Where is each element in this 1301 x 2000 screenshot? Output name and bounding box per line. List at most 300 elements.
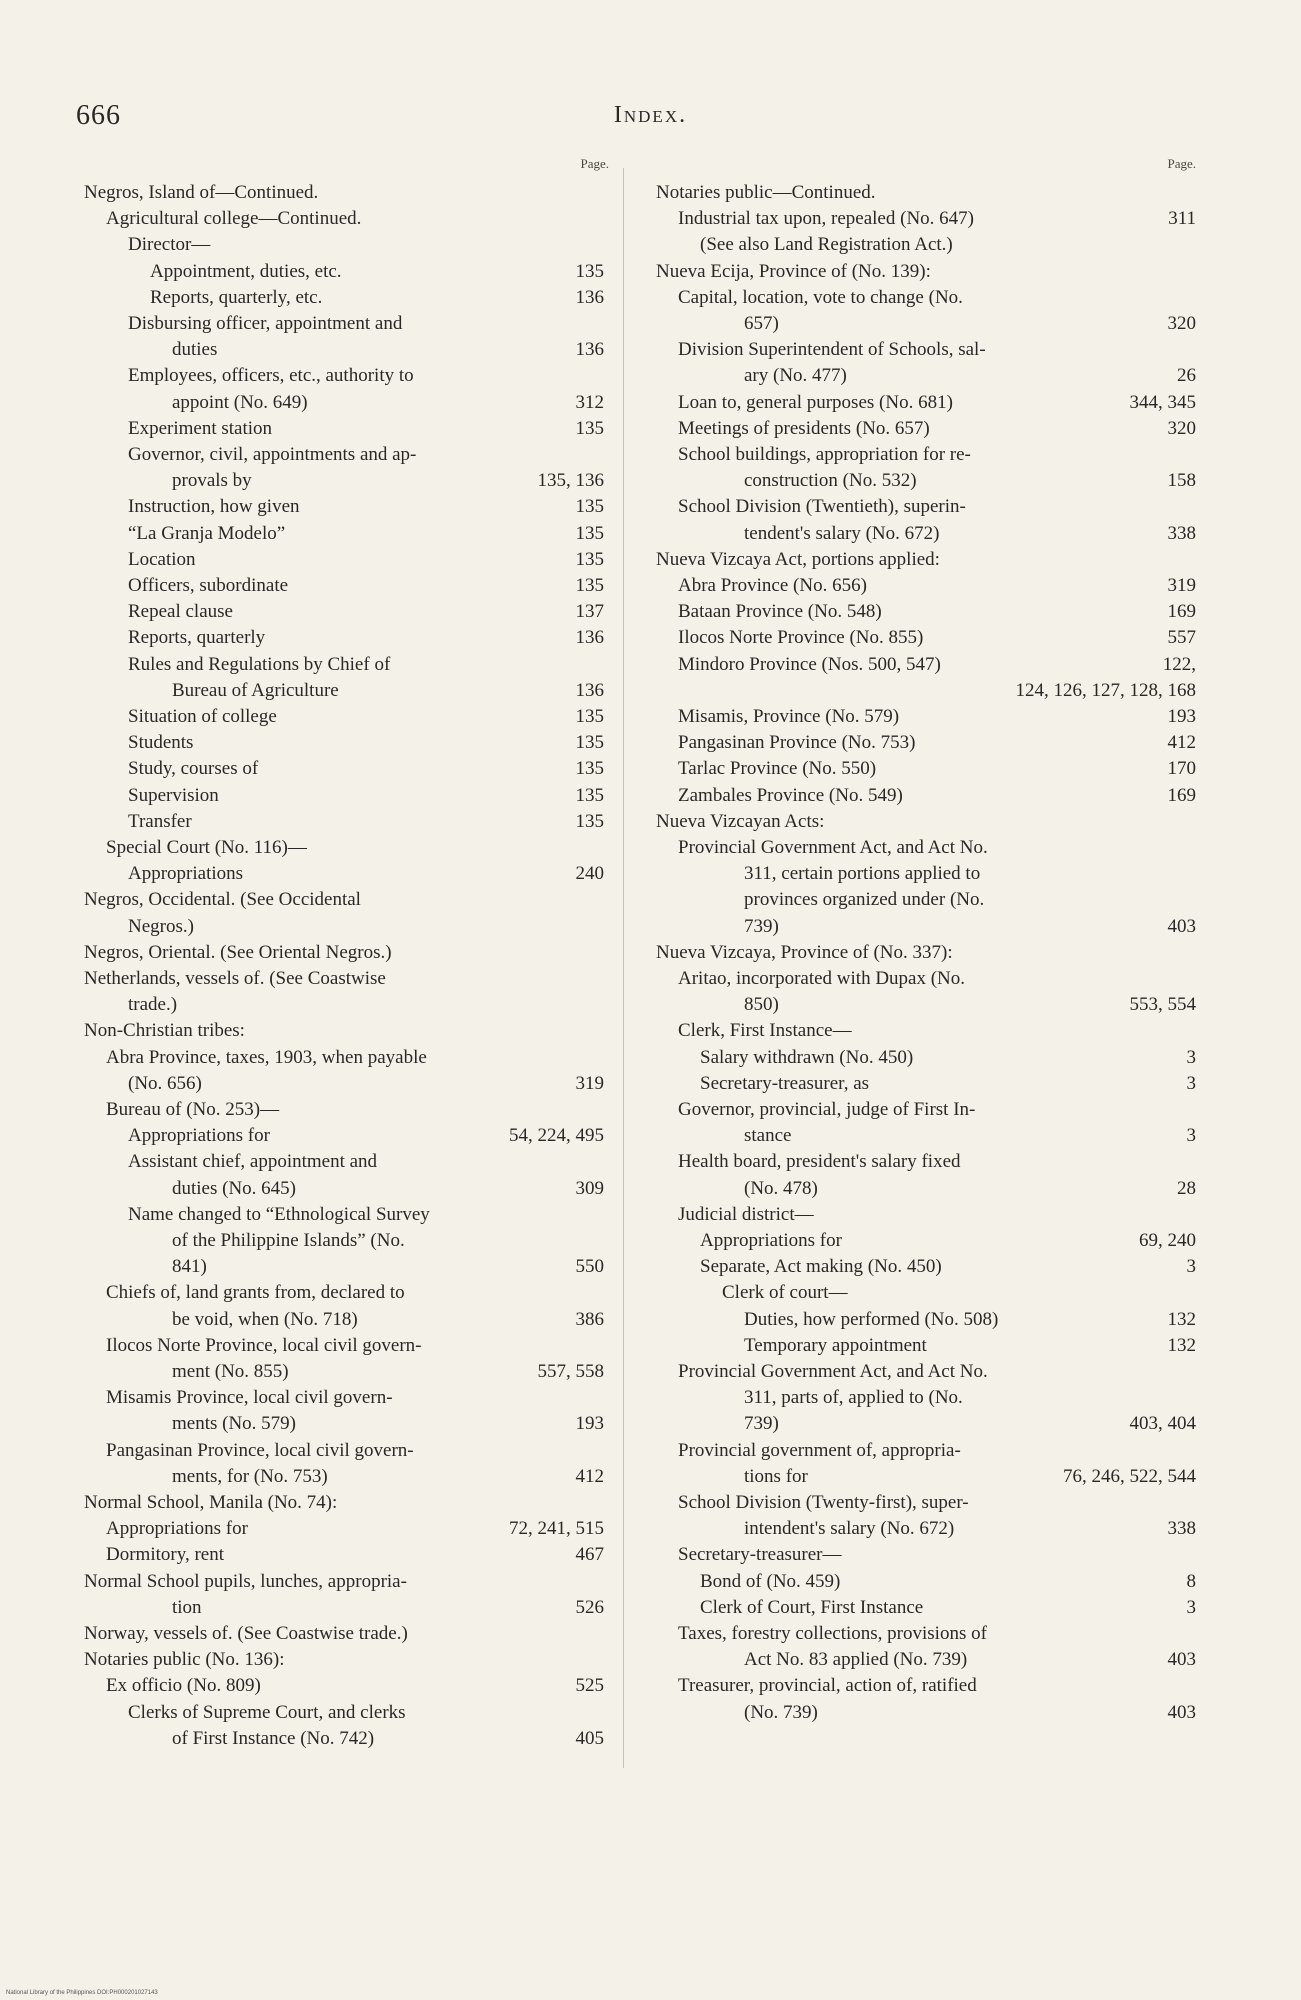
entry-text: intendent's salary (No. 672): [744, 1518, 955, 1540]
right-index-entry: [656, 625, 1196, 651]
right-index-entry: [656, 678, 1196, 704]
right-index-entry: [656, 1673, 1196, 1699]
right-index-entry: [656, 1700, 1196, 1726]
right-index-entry: [656, 206, 1196, 232]
entry-text: Repeal clause: [128, 601, 233, 623]
left-index-entry: [84, 1647, 604, 1673]
left-index-entry: [84, 337, 604, 363]
right-index-entry: [656, 337, 1196, 363]
left-index-entry: [84, 992, 604, 1018]
entry-text: Governor, provincial, judge of First In-: [678, 1099, 976, 1120]
left-index-entry: [84, 547, 604, 573]
right-index-entry: [656, 547, 1196, 573]
entry-text: Tarlac Province (No. 550): [678, 758, 877, 780]
entry-page-number: 403: [1167, 1701, 1196, 1723]
entry-page-number: 3: [1186, 1596, 1196, 1618]
entry-text: Ilocos Norte Province (No. 855): [678, 627, 924, 649]
left-index-entry: [84, 966, 604, 992]
entry-text: Disbursing officer, appointment and: [128, 313, 403, 334]
entry-text: tendent's salary (No. 672): [744, 522, 940, 544]
entry-text: Nueva Vizcaya, Province of (No. 337):: [656, 941, 953, 963]
entry-text: Notaries public—Continued.: [656, 182, 876, 203]
entry-text: stance: [744, 1125, 792, 1147]
right-index-entry: [656, 783, 1196, 809]
entry-text: 739): [744, 1413, 779, 1435]
entry-page-number: 132: [1167, 1334, 1196, 1356]
left-index-entry: [84, 1307, 604, 1333]
left-index-entry: [84, 1176, 604, 1202]
left-index-entry: [84, 756, 604, 782]
left-index-entry: [84, 1490, 604, 1516]
entry-text: Misamis, Province (No. 579): [678, 706, 900, 727]
entry-text: Health board, president's salary fixed: [678, 1151, 961, 1173]
entry-text: School buildings, appropriation for re-: [678, 444, 971, 465]
entry-page-number: 338: [1167, 522, 1196, 544]
entry-text: Abra Province (No. 656): [678, 575, 867, 596]
entry-page-number: 553, 554: [1129, 994, 1196, 1016]
left-index-entry: [84, 1595, 604, 1621]
entry-text: Agricultural college—Continued.: [106, 208, 362, 230]
entry-text: Chiefs of, land grants from, declared to: [106, 1282, 405, 1304]
entry-page-number: 135: [575, 260, 604, 282]
entry-page-number: 386: [575, 1308, 604, 1330]
right-index-entry: [656, 311, 1196, 337]
left-index-entry: [84, 1385, 604, 1411]
entry-text: Norway, vessels of. (See Coastwise trade.): [84, 1623, 408, 1644]
entry-text: Secretary-treasurer, as: [700, 1072, 870, 1094]
left-index-entry: [84, 914, 604, 940]
entry-text: 311, certain portions applied to: [744, 863, 981, 885]
entry-text: 311, parts of, applied to (No.: [744, 1387, 963, 1409]
right-index-entry: [656, 1176, 1196, 1202]
entry-page-number: 412: [1167, 732, 1196, 754]
right-index-entry: [656, 232, 1196, 258]
right-index-entry: [656, 1516, 1196, 1542]
entry-text: Students: [128, 732, 194, 754]
left-index-entry: [84, 232, 604, 258]
entry-text: (No. 656): [128, 1072, 202, 1094]
right-index-entry: [656, 1071, 1196, 1097]
entry-page-number: 72, 241, 515: [509, 1518, 604, 1540]
left-index-entry: [84, 442, 604, 468]
entry-text: Separate, Act making (No. 450): [700, 1256, 942, 1278]
left-index-entry: [84, 1018, 604, 1044]
left-index-entry: [84, 809, 604, 835]
entry-text: Experiment station: [128, 417, 273, 439]
right-index-entry: [656, 652, 1196, 678]
left-index-entry: [84, 1726, 604, 1752]
left-index-entry: [84, 1228, 604, 1254]
entry-text: Assistant chief, appointment and: [128, 1151, 378, 1173]
left-index-entry: [84, 1438, 604, 1464]
left-index-entry: [84, 1621, 604, 1647]
entry-page-number: 135: [575, 706, 604, 727]
left-index-entry: [84, 1700, 604, 1726]
right-index-entry: [656, 1595, 1196, 1621]
left-index-entry: [84, 625, 604, 651]
right-index-entry: [656, 1333, 1196, 1359]
entry-page-number: 311: [1168, 208, 1196, 230]
entry-page-number: 135: [575, 784, 604, 806]
entry-text: Nueva Ecija, Province of (No. 139):: [656, 260, 931, 282]
left-index-entry: [84, 1097, 604, 1123]
right-index-entry: [656, 1018, 1196, 1044]
entry-text: Nueva Vizcaya Act, portions applied:: [656, 548, 940, 570]
entry-page-number: 76, 246, 522, 544: [1063, 1465, 1196, 1487]
entry-page-number: 135: [575, 548, 604, 570]
right-index-entry: [656, 730, 1196, 756]
entry-page-number: 193: [575, 1413, 604, 1435]
left-index-entry: [84, 468, 604, 494]
entry-text: Name changed to “Ethnological Survey: [128, 1203, 430, 1225]
right-index-entry: [656, 1045, 1196, 1071]
left-index-entry: [84, 1045, 604, 1071]
entry-text: (No. 739): [744, 1701, 818, 1723]
right-index-entry: [656, 416, 1196, 442]
entry-page-number: 170: [1167, 758, 1196, 780]
entry-page-number: 344, 345: [1129, 391, 1196, 413]
entry-text: School Division (Twentieth), superin-: [678, 496, 966, 518]
right-index-entry: [656, 1097, 1196, 1123]
entry-text: Salary withdrawn (No. 450): [700, 1046, 914, 1068]
column-divider: [623, 168, 624, 1768]
right-index-entry: [656, 1464, 1196, 1490]
entry-text: (See also Land Registration Act.): [700, 234, 953, 256]
entry-text: of First Instance (No. 742): [172, 1727, 375, 1749]
entry-text: Appointment, duties, etc.: [150, 260, 342, 282]
entry-text: Duties, how performed (No. 508): [744, 1308, 999, 1330]
entry-text: Misamis Province, local civil govern-: [106, 1387, 393, 1409]
left-index-entry: [84, 835, 604, 861]
entry-text: Provincial Government Act, and Act No.: [678, 837, 988, 858]
entry-page-number: 136: [575, 679, 604, 701]
left-index-entry: [84, 363, 604, 389]
entry-text: Ex officio (No. 809): [106, 1675, 261, 1697]
footer-credit: National Library of the Philippines DOI:PH000201027143: [6, 1990, 158, 1996]
entry-page-number: 3: [1186, 1256, 1196, 1278]
entry-page-number: 135: [575, 732, 604, 754]
entry-text: provals by: [172, 470, 252, 492]
entry-text: duties (No. 645): [172, 1177, 297, 1199]
right-index-entry: [656, 756, 1196, 782]
entry-page-number: 158: [1167, 470, 1196, 492]
entry-text: tion: [172, 1596, 202, 1618]
right-index-entry: [656, 363, 1196, 389]
entry-page-number: 526: [575, 1596, 604, 1618]
left-index-entry: [84, 494, 604, 520]
entry-text: “La Granja Modelo”: [128, 522, 286, 544]
entry-text: ments (No. 579): [172, 1413, 297, 1435]
entry-page-number: 54, 224, 495: [509, 1125, 604, 1147]
right-index-entry: [656, 1647, 1196, 1673]
right-index-entry: [656, 966, 1196, 992]
running-head: Index.: [613, 102, 688, 128]
entry-page-number: 403, 404: [1129, 1413, 1196, 1435]
entry-page-number: 135: [575, 417, 604, 439]
left-index-entry: [84, 1569, 604, 1595]
left-index-entry: [84, 1280, 604, 1306]
left-index-entry: [84, 783, 604, 809]
entry-text: Negros, Island of—Continued.: [84, 182, 319, 203]
right-index-entry: [656, 1411, 1196, 1437]
entry-text: Industrial tax upon, repealed (No. 647): [678, 208, 974, 230]
entry-page-number: 557, 558: [537, 1361, 604, 1382]
left-index-entry: [84, 1516, 604, 1542]
entry-text: duties: [172, 339, 218, 361]
entry-text: Division Superintendent of Schools, sal-: [678, 339, 986, 361]
entry-text: Pangasinan Province (No. 753): [678, 732, 916, 754]
right-index-entry: [656, 442, 1196, 468]
right-index-entry: [656, 494, 1196, 520]
entry-text: Appropriations for: [106, 1518, 248, 1540]
entry-page-number: 319: [575, 1072, 604, 1094]
entry-text: Negros, Oriental. (See Oriental Negros.): [84, 941, 392, 963]
right-index-entry: [656, 521, 1196, 547]
entry-page-number: 136: [575, 339, 604, 361]
right-index-entry: [656, 914, 1196, 940]
entry-text: provinces organized under (No.: [744, 889, 985, 911]
left-index-entry: [84, 1333, 604, 1359]
entry-page-number: 137: [575, 601, 604, 623]
left-index-entry: [84, 311, 604, 337]
right-index-entry: [656, 1542, 1196, 1568]
left-index-entry: [84, 206, 604, 232]
page-number: 666: [76, 100, 121, 131]
entry-text: ments, for (No. 753): [172, 1465, 328, 1487]
entry-page-number: 135: [575, 575, 604, 596]
entry-page-number: 8: [1186, 1570, 1196, 1592]
left-index-entry: [84, 887, 604, 913]
entry-text: Secretary-treasurer—: [678, 1544, 842, 1566]
entry-page-number: 136: [575, 627, 604, 649]
entry-page-number: 135: [575, 522, 604, 544]
entry-text: Instruction, how given: [128, 496, 300, 518]
entry-text: Dormitory, rent: [106, 1544, 225, 1566]
entry-text: of the Philippine Islands” (No.: [172, 1230, 405, 1251]
entry-text: appoint (No. 649): [172, 391, 308, 413]
entry-text: Loan to, general purposes (No. 681): [678, 391, 953, 413]
left-index-entry: [84, 861, 604, 887]
right-index-entry: [656, 1359, 1196, 1385]
left-index-entry: [84, 1359, 604, 1385]
entry-text: Act No. 83 applied (No. 739): [744, 1649, 968, 1671]
left-index-entry: [84, 1254, 604, 1280]
entry-text: 850): [744, 994, 779, 1016]
left-index-entry: [84, 704, 604, 730]
right-index-entry: [656, 1385, 1196, 1411]
right-index-entry: [656, 390, 1196, 416]
entry-text: Appropriations for: [128, 1125, 270, 1147]
entry-text: ment (No. 855): [172, 1361, 289, 1382]
right-index-entry: [656, 704, 1196, 730]
right-index-entry: [656, 1228, 1196, 1254]
entry-page-number: 135, 136: [537, 470, 604, 492]
entry-text: Zambales Province (No. 549): [678, 784, 903, 806]
left-index-entry: [84, 1673, 604, 1699]
right-index-entry: [656, 599, 1196, 625]
entry-text: Rules and Regulations by Chief of: [128, 653, 391, 675]
right-index-entry: [656, 1438, 1196, 1464]
entry-page-number: 122,: [1162, 653, 1196, 675]
entry-text: Capital, location, vote to change (No.: [678, 286, 963, 308]
entry-page-number: 28: [1177, 1177, 1196, 1199]
right-index-entry: [656, 285, 1196, 311]
entry-text: Negros, Occidental. (See Occidental: [84, 889, 361, 911]
entry-text: Clerk, First Instance—: [678, 1020, 852, 1042]
entry-text: Pangasinan Province, local civil govern-: [106, 1439, 414, 1461]
right-index-entry: [656, 1490, 1196, 1516]
right-index-entry: [656, 573, 1196, 599]
entry-text: (No. 478): [744, 1177, 818, 1199]
entry-text: be void, when (No. 718): [172, 1308, 358, 1330]
right-index-entry: [656, 1621, 1196, 1647]
right-index-entry: [656, 1123, 1196, 1149]
right-index-entry: [656, 992, 1196, 1018]
right-index-entry: [656, 468, 1196, 494]
right-index-entry: [656, 1202, 1196, 1228]
left-index-entry: [84, 678, 604, 704]
entry-text: Supervision: [128, 784, 219, 806]
right-index-entry: [656, 1280, 1196, 1306]
entry-text: tions for: [744, 1465, 808, 1487]
entry-text: Bureau of (No. 253)—: [106, 1099, 280, 1120]
entry-text: Director—: [128, 234, 211, 256]
left-index-entry: [84, 259, 604, 285]
entry-text: 657): [744, 313, 779, 334]
entry-text: Normal School pupils, lunches, appropria-: [84, 1570, 407, 1592]
entry-page-number: 3: [1186, 1046, 1196, 1068]
entry-page-number: 193: [1167, 706, 1196, 727]
entry-page-number: 403: [1167, 915, 1196, 937]
entry-page-number: 169: [1167, 784, 1196, 806]
entry-page-number: 69, 240: [1139, 1230, 1196, 1251]
entry-page-number: 412: [575, 1465, 604, 1487]
entry-text: Ilocos Norte Province, local civil govern-: [106, 1334, 422, 1356]
entry-page-number: 467: [575, 1544, 604, 1566]
entry-page-number: 26: [1177, 365, 1196, 387]
entry-text: School Division (Twenty-first), super-: [678, 1492, 969, 1513]
left-index-entry: [84, 180, 604, 206]
left-index-entry: [84, 521, 604, 547]
entry-page-number: 557: [1167, 627, 1196, 649]
entry-text: 841): [172, 1256, 207, 1278]
left-index-entry: [84, 285, 604, 311]
left-index-entry: [84, 416, 604, 442]
right-index-entry: [656, 1149, 1196, 1175]
entry-text: construction (No. 532): [744, 470, 917, 492]
entry-page-number: 135: [575, 758, 604, 780]
right-index-entry: [656, 259, 1196, 285]
entry-text: Reports, quarterly: [128, 627, 266, 649]
right-index-entry: [656, 1254, 1196, 1280]
entry-page-number: 320: [1167, 417, 1196, 439]
left-index-entry: [84, 652, 604, 678]
right-index-entry: [656, 887, 1196, 913]
entry-text: Clerks of Supreme Court, and clerks: [128, 1701, 406, 1723]
entry-page-number: 309: [575, 1177, 604, 1199]
entry-text: Situation of college: [128, 706, 277, 727]
entry-text: Abra Province, taxes, 1903, when payable: [106, 1046, 427, 1068]
entry-text: Nueva Vizcayan Acts:: [656, 810, 825, 832]
entry-page-number: 338: [1167, 1518, 1196, 1540]
entry-text: Bataan Province (No. 548): [678, 601, 882, 623]
entry-page-number: 240: [575, 863, 604, 885]
entry-page-number: 3: [1186, 1125, 1196, 1147]
entry-text: Governor, civil, appointments and ap-: [128, 444, 417, 465]
entry-page-number: 135: [575, 810, 604, 832]
right-index-entry: [656, 809, 1196, 835]
entry-text: trade.): [128, 994, 178, 1016]
entry-text: Clerk of court—: [722, 1282, 848, 1304]
left-index-entry: [84, 1411, 604, 1437]
right-index-entry: [656, 861, 1196, 887]
entry-text: Aritao, incorporated with Dupax (No.: [678, 968, 966, 989]
entry-page-number: 124, 126, 127, 128, 168: [1015, 679, 1196, 701]
entry-text: Treasurer, provincial, action of, ratified: [678, 1675, 977, 1697]
entry-page-number: 132: [1167, 1308, 1196, 1330]
left-index-entry: [84, 730, 604, 756]
entry-page-number: 169: [1167, 601, 1196, 623]
entry-text: Provincial Government Act, and Act No.: [678, 1361, 988, 1382]
right-index-entry: [656, 180, 1196, 206]
entry-text: Negros.): [128, 915, 194, 937]
entry-text: 739): [744, 915, 779, 937]
left-index-entry: [84, 1123, 604, 1149]
entry-text: Appropriations: [128, 863, 244, 885]
entry-text: Meetings of presidents (No. 657): [678, 417, 930, 439]
entry-text: Transfer: [128, 810, 192, 832]
entry-text: Temporary appointment: [744, 1334, 927, 1356]
entry-page-number: 136: [575, 286, 604, 308]
left-index-entry: [84, 1542, 604, 1568]
entry-text: Employees, officers, etc., authority to: [128, 365, 414, 387]
left-index-entry: [84, 573, 604, 599]
entry-text: ary (No. 477): [744, 365, 847, 387]
entry-text: Notaries public (No. 136):: [84, 1649, 285, 1671]
left-index-entry: [84, 1464, 604, 1490]
left-index-entry: [84, 599, 604, 625]
entry-page-number: 135: [575, 496, 604, 518]
entry-text: Normal School, Manila (No. 74):: [84, 1492, 338, 1513]
entry-page-number: 3: [1186, 1072, 1196, 1094]
entry-text: Clerk of Court, First Instance: [700, 1596, 924, 1618]
right-index-entry: [656, 1569, 1196, 1595]
entry-text: Study, courses of: [128, 758, 259, 780]
left-page-label: Page.: [580, 156, 609, 171]
entry-page-number: 312: [575, 391, 604, 413]
entry-page-number: 405: [575, 1727, 604, 1749]
entry-page-number: 550: [575, 1256, 604, 1278]
entry-text: Provincial government of, appropria-: [678, 1439, 961, 1461]
right-index-entry: [656, 940, 1196, 966]
entry-text: Taxes, forestry collections, provisions of: [678, 1623, 987, 1644]
entry-page-number: 525: [575, 1675, 604, 1697]
entry-text: Netherlands, vessels of. (See Coastwise: [84, 968, 386, 989]
entry-page-number: 319: [1167, 575, 1196, 596]
entry-text: Bond of (No. 459): [700, 1570, 841, 1592]
left-index-entry: [84, 940, 604, 966]
entry-text: Location: [128, 548, 196, 570]
right-index-entry: [656, 835, 1196, 861]
left-index-entry: [84, 1202, 604, 1228]
left-index-entry: [84, 1149, 604, 1175]
entry-text: Reports, quarterly, etc.: [150, 286, 323, 308]
entry-text: Judicial district—: [678, 1203, 814, 1225]
entry-text: Special Court (No. 116)—: [106, 837, 307, 858]
left-index-entry: [84, 390, 604, 416]
entry-text: Bureau of Agriculture: [172, 679, 339, 701]
right-index-entry: [656, 1307, 1196, 1333]
